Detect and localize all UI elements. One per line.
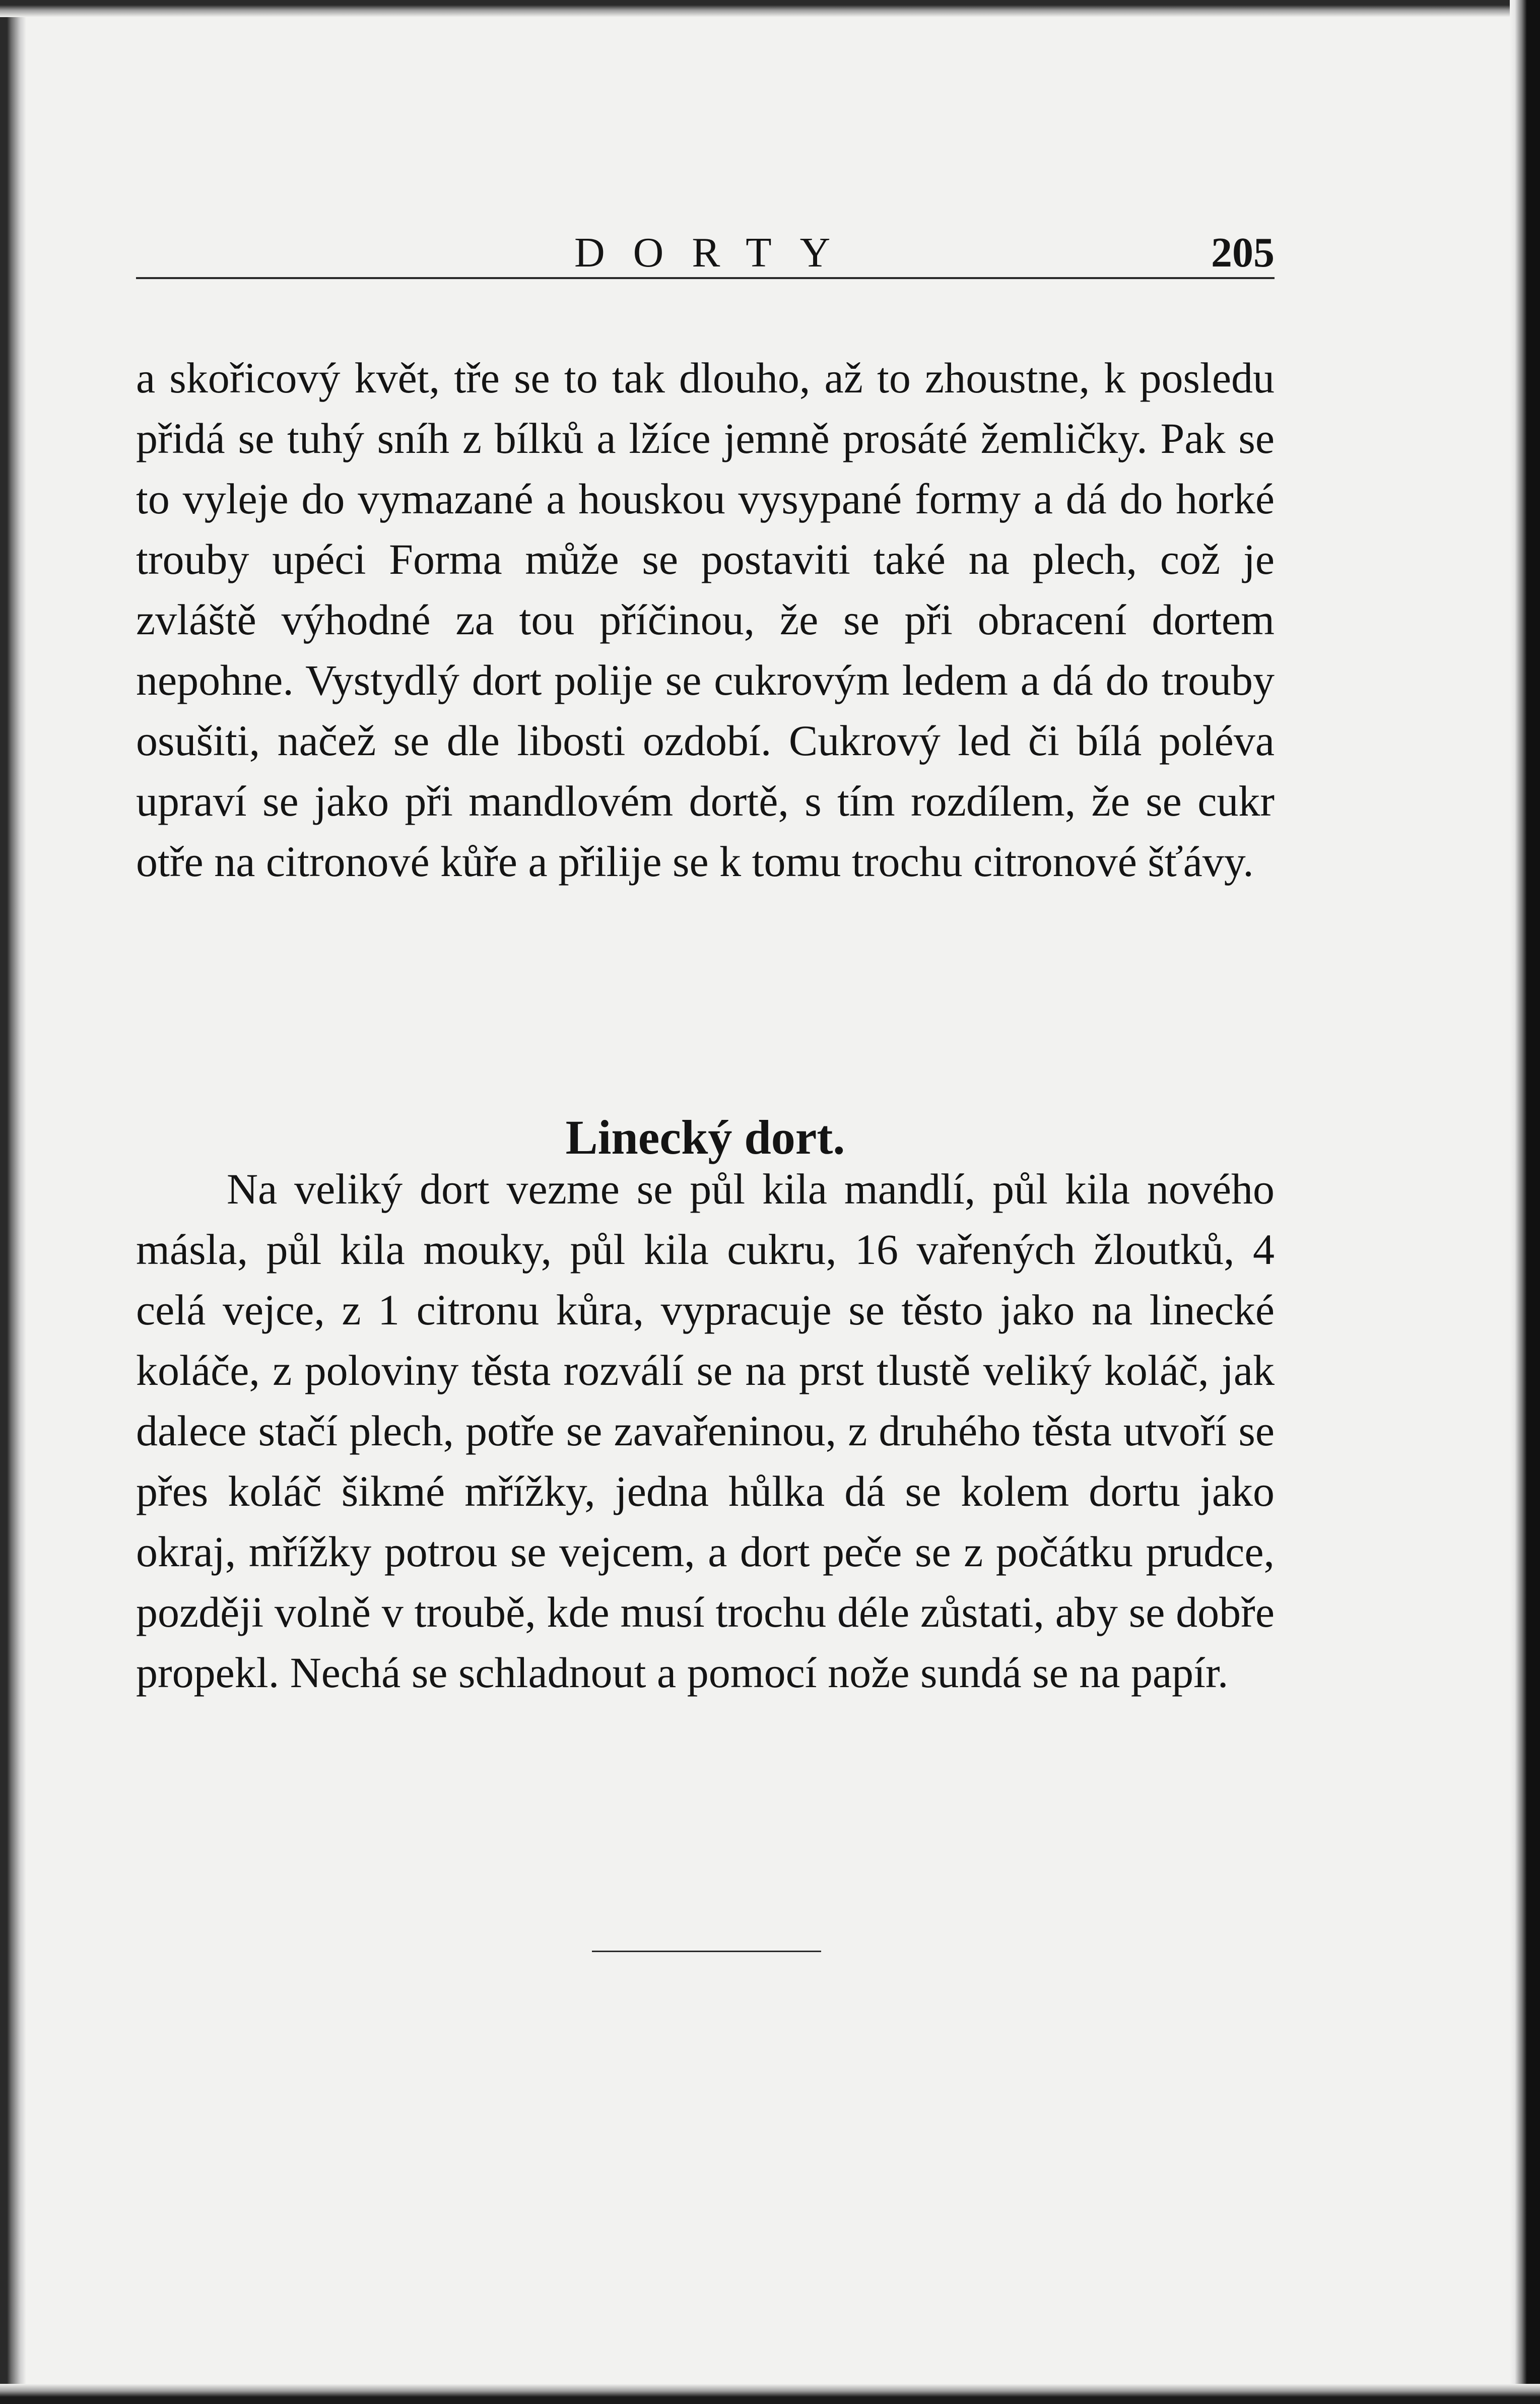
recipe-heading: Linecký dort. bbox=[565, 1110, 845, 1164]
recipe-paragraph: Na veliký dort vezme se půl kila mandlí, půl kila nového másla, půl kila mouky, půl kila cukru, 16 vařených žloutků, 4 celá vejce, z 1 citronu kůra, vypracuje se těsto jako na linecké koláče, z poloviny těsta rozválí se na prst tlustě veliký koláč, jak dalece stačí plech, potře se zavařeninou, z druhého těsta utvoří se přes koláč šikmé mřížky, jedna hůlka dá se kolem dortu jako okraj, mřížky potrou se vejcem, a dort peče se z počátku prudce, později volně v troubě, kde musí trochu déle zůstati, aby se dobře propekl. Nechá se schladnout a pomocí nože sundá se na papír. bbox=[136, 1165, 1275, 1697]
scan-edge-top bbox=[0, 0, 1540, 17]
running-header bbox=[136, 222, 1275, 279]
paragraph-continued: a skořicový květ, tře se to tak dlouho, až to zhoustne, k posledu přidá se tuhý sníh z bílků a lžíce jemně prosáté žemličky. Pak se to vyleje do vymazané a houskou vysypané formy a dá do horké trouby upéci Forma může se postaviti také na plech, což je zvláště výhodné za tou příčinou, že se při obracení dortem nepohne. Vystydlý dort polije se cukrovým ledem a dá do trouby osušiti, načež se dle libosti ozdobí. Cukrový led či bílá poléva upraví se jako při mandlovém dortě, s tím rozdílem, že se cukr otře na citronové kůře a přilije se k tomu trochu citronové šťávy. bbox=[136, 354, 1275, 886]
scan-edge-left bbox=[0, 0, 26, 2404]
scan-edge-right bbox=[1510, 0, 1540, 2404]
end-divider bbox=[592, 1951, 821, 1952]
section-2 bbox=[136, 1159, 1275, 1703]
page-number: 205 bbox=[1211, 229, 1275, 276]
scan-edge-bottom bbox=[0, 2384, 1540, 2404]
section-1 bbox=[136, 348, 1275, 892]
running-title: DORTY bbox=[574, 229, 859, 276]
